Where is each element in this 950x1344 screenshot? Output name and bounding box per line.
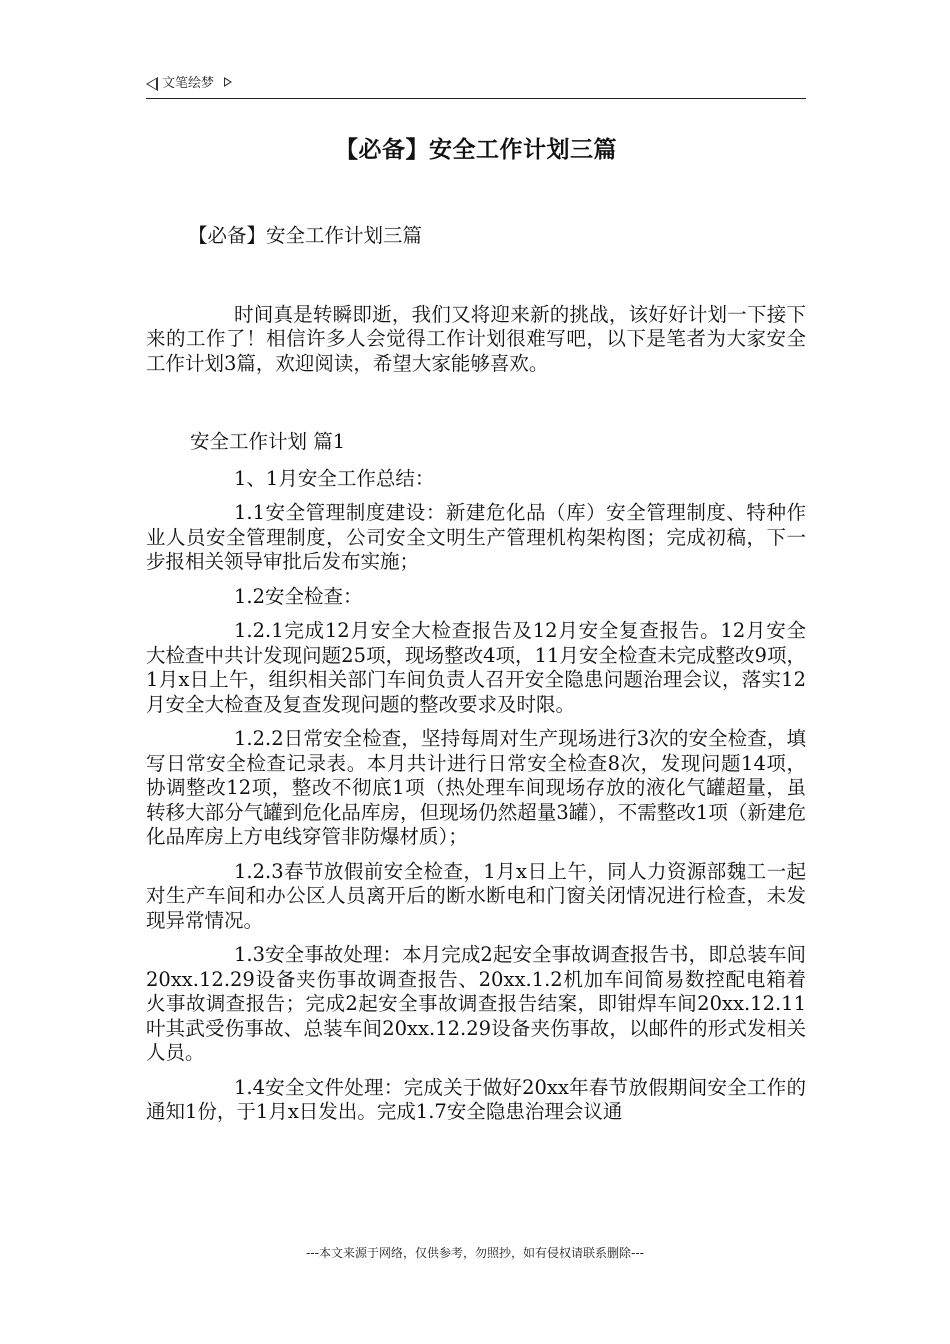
body-paragraph: 1.1安全管理制度建设：新建危化品（库）安全管理制度、特种作业人员安全管理制度，公司安全文明生产管理机构架构图；完成初稿，下一步报相关领导审批后发布实施； <box>146 501 806 573</box>
document-body <box>146 224 806 1125</box>
brand-name: 文笔绘梦 <box>162 76 215 91</box>
intro-paragraph: 时间真是转瞬即逝，我们又将迎来新的挑战，该好好计划一下接下来的工作了！相信许多人会觉得工作计划很难写吧，以下是笔者为大家安全工作计划3篇，欢迎阅读，希望大家能够喜欢。 <box>146 302 806 375</box>
triangle-left-icon <box>146 77 158 91</box>
body-paragraph: 1.2安全检查： <box>234 584 363 608</box>
body-paragraph: 1.2.3春节放假前安全检查，1月x日上午，同人力资源部魏工一起对生产车间和办公区人员离开后的断水断电和门窗关闭情况进行检查，未发现异常情况。 <box>146 859 806 932</box>
section-heading: 安全工作计划 篇1 <box>190 430 346 453</box>
triangle-right-icon <box>224 77 232 87</box>
body-paragraph: 1.2.1完成12月安全大检查报告及12月安全复查报告。12月安全大检查中共计发现问题25项，现场整改4项，11月安全检查未完成整改9项，1月x日上午，组织相关部门车间负责人召开安全隐患问题治理会议，落实12月安全大检查及复查发现问题的整改要求及时限。 <box>146 619 806 716</box>
document-title: 【必备】安全工作计划三篇 <box>335 137 617 163</box>
body-paragraph: 1.4安全文件处理：完成关于做好20xx年春节放假期间安全工作的通知1份，于1月x日发出。完成1.7安全隐患治理会议通 <box>146 1075 806 1123</box>
body-paragraph: 1.2.2日常安全检查，坚持每周对生产现场进行3次的安全检查，填写日常安全检查记录表。本月共计进行日常安全检查8次，发现问题14项，协调整改12项，整改不彻底1项（热处理车间现场存放的液化气罐超量，虽转移大部分气罐到危化品库房，但现场仍然超量3罐），不需整改1项（新建危化品库房上方电线穿管非防爆材质）； <box>146 727 806 848</box>
document-subtitle: 【必备】安全工作计划三篇 <box>188 224 423 247</box>
page-footer: ---本文来源于网络，仅供参考，勿照抄，如有侵权请联系删除--- <box>306 1246 644 1260</box>
body-paragraph: 1.3安全事故处理：本月完成2起安全事故调查报告书，即总装车间20xx.12.29设备夹伤事故调查报告、20xx.1.2机加车间简易数控配电箱着火事故调查报告；完成2起安全事故调查报告结案，即钳焊车间20xx.12.11叶其武受伤事故、总装车间20xx.12.29设备夹伤事故，以邮件的形式发相关人员。 <box>146 943 806 1064</box>
page-header <box>146 74 806 99</box>
header-brand <box>146 74 232 94</box>
body-paragraph: 1、1月安全工作总结： <box>234 466 435 490</box>
